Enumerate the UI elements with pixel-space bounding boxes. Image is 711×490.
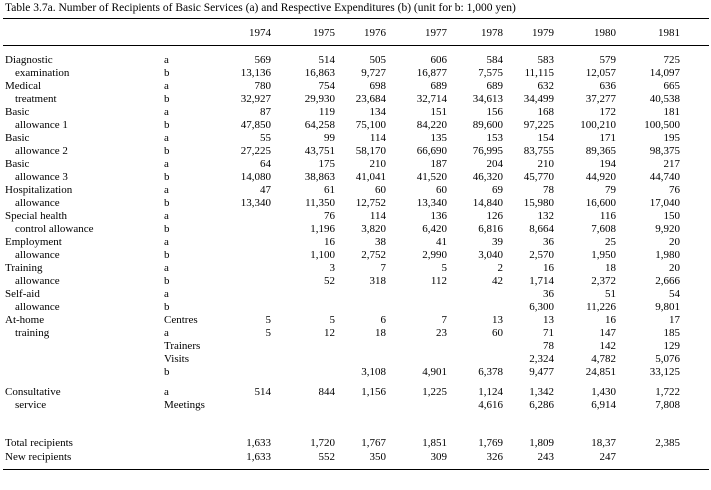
cell-value: 243 [537, 451, 554, 463]
cell-value: 4,901 [422, 366, 447, 378]
header-rule [3, 45, 709, 46]
cell-value: 247 [599, 451, 616, 463]
cell-value: 60 [492, 327, 503, 339]
cell-value: 61 [324, 184, 335, 196]
cell-value: 185 [663, 327, 680, 339]
cell-value: 154 [537, 132, 554, 144]
row-label: allowance 2 [15, 145, 68, 157]
cell-value: 89,600 [472, 119, 503, 131]
cell-value: 11,226 [586, 301, 616, 313]
cell-value: 579 [599, 54, 616, 66]
cell-value: 7 [380, 262, 386, 274]
cell-value: 71 [543, 327, 554, 339]
cell-value: 6,420 [422, 223, 447, 235]
cell-value: 36 [543, 236, 554, 248]
year-header: 1979 [532, 27, 554, 39]
cell-value: 58,170 [355, 145, 386, 157]
cell-value: 60 [375, 184, 386, 196]
cell-value: 514 [318, 54, 335, 66]
row-label: Basic [5, 158, 30, 170]
table-row [0, 340, 711, 353]
cell-value: 1,225 [422, 386, 447, 398]
cell-value: 754 [318, 80, 335, 92]
table-row [0, 145, 711, 158]
cell-value: 100,210 [580, 119, 616, 131]
cell-value: 6,914 [591, 399, 616, 411]
cell-value: 34,613 [472, 93, 503, 105]
cell-value: 171 [599, 132, 616, 144]
row-sublabel: b [164, 171, 170, 183]
cell-value: 9,727 [361, 67, 386, 79]
cell-value: 153 [486, 132, 503, 144]
cell-value: 34,499 [523, 93, 554, 105]
cell-value: 2,752 [361, 249, 386, 261]
cell-value: 1,950 [591, 249, 616, 261]
cell-value: 41,520 [416, 171, 447, 183]
row-sublabel: b [164, 223, 170, 235]
row-sublabel: Visits [164, 353, 190, 365]
cell-value: 1,124 [478, 386, 503, 398]
cell-value: 1,851 [422, 437, 447, 449]
year-header: 1981 [658, 27, 680, 39]
cell-value: 6,378 [478, 366, 503, 378]
row-sublabel: a [164, 184, 169, 196]
cell-value: 76,995 [472, 145, 503, 157]
cell-value: 24,851 [585, 366, 616, 378]
cell-value: 3,820 [361, 223, 386, 235]
bottom-rule [3, 469, 709, 470]
table-row [0, 451, 711, 464]
cell-value: 38 [375, 236, 386, 248]
table-row [0, 366, 711, 379]
table-row [0, 353, 711, 366]
table-row [0, 399, 711, 412]
cell-value: 1,769 [478, 437, 503, 449]
cell-value: 318 [369, 275, 386, 287]
cell-value: 689 [430, 80, 447, 92]
cell-value: 89,365 [585, 145, 616, 157]
table-row [0, 327, 711, 340]
cell-value: 25 [605, 236, 616, 248]
cell-value: 13 [492, 314, 503, 326]
cell-value: 1,809 [529, 437, 554, 449]
cell-value: 16 [605, 314, 616, 326]
cell-value: 38,863 [304, 171, 335, 183]
cell-value: 9,801 [655, 301, 680, 313]
cell-value: 1,430 [591, 386, 616, 398]
cell-value: 66,690 [416, 145, 447, 157]
cell-value: 665 [663, 80, 680, 92]
cell-value: 40,538 [649, 93, 680, 105]
row-sublabel: b [164, 275, 170, 287]
row-label: allowance [15, 197, 60, 209]
cell-value: 12,057 [585, 67, 616, 79]
row-label: service [15, 399, 47, 411]
year-header: 1977 [425, 27, 447, 39]
cell-value: 326 [486, 451, 503, 463]
cell-value: 84,220 [416, 119, 447, 131]
cell-value: 51 [605, 288, 616, 300]
row-sublabel: b [164, 301, 170, 313]
year-header: 1980 [594, 27, 616, 39]
cell-value: 3,108 [361, 366, 386, 378]
cell-value: 16,600 [585, 197, 616, 209]
row-label: Hospitalization [5, 184, 73, 196]
row-label: Self-aid [5, 288, 40, 300]
cell-value: 780 [254, 80, 271, 92]
cell-value: 8,664 [529, 223, 554, 235]
cell-value: 87 [260, 106, 271, 118]
cell-value: 6,300 [529, 301, 554, 313]
row-label: Diagnostic [5, 54, 53, 66]
cell-value: 181 [663, 106, 680, 118]
cell-value: 6,286 [529, 399, 554, 411]
cell-value: 569 [254, 54, 271, 66]
header-row [0, 27, 711, 40]
cell-value: 135 [430, 132, 447, 144]
row-label: Medical [5, 80, 42, 92]
cell-value: 2,666 [655, 275, 680, 287]
cell-value: 98,375 [649, 145, 680, 157]
cell-value: 12,752 [355, 197, 386, 209]
cell-value: 175 [318, 158, 335, 170]
cell-value: 132 [537, 210, 554, 222]
cell-value: 14,097 [649, 67, 680, 79]
table-row [0, 184, 711, 197]
cell-value: 119 [318, 106, 335, 118]
row-sublabel: a [164, 288, 169, 300]
cell-value: 29,930 [304, 93, 335, 105]
cell-value: 3,040 [478, 249, 503, 261]
cell-value: 1,767 [361, 437, 386, 449]
cell-value: 47 [260, 184, 271, 196]
cell-value: 17,040 [649, 197, 680, 209]
row-sublabel: Centres [164, 314, 198, 326]
cell-value: 16,863 [304, 67, 335, 79]
cell-value: 210 [537, 158, 554, 170]
row-label: allowance 1 [15, 119, 68, 131]
cell-value: 126 [486, 210, 503, 222]
cell-value: 4,616 [478, 399, 503, 411]
cell-value: 78 [543, 340, 554, 352]
top-rule [3, 18, 709, 19]
year-header: 1976 [364, 27, 386, 39]
cell-value: 97,225 [523, 119, 554, 131]
cell-value: 1,156 [361, 386, 386, 398]
cell-value: 698 [369, 80, 386, 92]
table-row [0, 314, 711, 327]
table-row [0, 119, 711, 132]
row-sublabel: a [164, 54, 169, 66]
cell-value: 606 [430, 54, 447, 66]
cell-value: 168 [537, 106, 554, 118]
cell-value: 36 [543, 288, 554, 300]
cell-value: 156 [486, 106, 503, 118]
row-label: allowance [15, 249, 60, 261]
cell-value: 11,350 [305, 197, 335, 209]
row-sublabel: a [164, 327, 169, 339]
row-label: Basic [5, 132, 30, 144]
cell-value: 2,385 [655, 437, 680, 449]
cell-value: 1,196 [310, 223, 335, 235]
row-label: New recipients [5, 451, 72, 463]
cell-value: 134 [369, 106, 386, 118]
cell-value: 583 [537, 54, 554, 66]
cell-value: 100,500 [644, 119, 680, 131]
cell-value: 116 [599, 210, 616, 222]
cell-value: 14,080 [240, 171, 271, 183]
cell-value: 75,100 [355, 119, 386, 131]
cell-value: 27,225 [240, 145, 271, 157]
cell-value: 64,258 [304, 119, 335, 131]
cell-value: 5 [441, 262, 447, 274]
cell-value: 41 [436, 236, 447, 248]
cell-value: 136 [430, 210, 447, 222]
cell-value: 52 [324, 275, 335, 287]
cell-value: 12 [324, 327, 335, 339]
row-label: Basic [5, 106, 30, 118]
cell-value: 18,37 [591, 437, 616, 449]
cell-value: 45,770 [523, 171, 554, 183]
table-row [0, 262, 711, 275]
table-row [0, 301, 711, 314]
cell-value: 20 [669, 236, 680, 248]
cell-value: 64 [260, 158, 271, 170]
cell-value: 1,980 [655, 249, 680, 261]
row-sublabel: b [164, 366, 170, 378]
cell-value: 147 [599, 327, 616, 339]
table-row [0, 437, 711, 450]
cell-value: 42 [492, 275, 503, 287]
cell-value: 23,684 [355, 93, 386, 105]
cell-value: 112 [430, 275, 447, 287]
table-row [0, 106, 711, 119]
row-label: allowance [15, 275, 60, 287]
cell-value: 3 [329, 262, 335, 274]
row-sublabel: a [164, 210, 169, 222]
cell-value: 2,570 [529, 249, 554, 261]
cell-value: 129 [663, 340, 680, 352]
row-sublabel: Meetings [164, 399, 205, 411]
cell-value: 69 [492, 184, 503, 196]
cell-value: 33,125 [649, 366, 680, 378]
row-sublabel: a [164, 132, 169, 144]
cell-value: 32,927 [240, 93, 271, 105]
cell-value: 172 [599, 106, 616, 118]
cell-value: 15,980 [523, 197, 554, 209]
cell-value: 20 [669, 262, 680, 274]
cell-value: 83,755 [523, 145, 554, 157]
cell-value: 1,342 [529, 386, 554, 398]
cell-value: 13,340 [240, 197, 271, 209]
row-sublabel: b [164, 145, 170, 157]
cell-value: 78 [543, 184, 554, 196]
row-sublabel: b [164, 197, 170, 209]
cell-value: 151 [430, 106, 447, 118]
cell-value: 204 [486, 158, 503, 170]
cell-value: 114 [369, 210, 386, 222]
row-sublabel: b [164, 119, 170, 131]
cell-value: 16 [324, 236, 335, 248]
row-label: control allowance [15, 223, 94, 235]
cell-value: 13 [543, 314, 554, 326]
cell-value: 55 [260, 132, 271, 144]
table-row [0, 249, 711, 262]
cell-value: 47,850 [240, 119, 271, 131]
cell-value: 514 [254, 386, 271, 398]
row-label: treatment [15, 93, 57, 105]
cell-value: 350 [369, 451, 386, 463]
table-row [0, 223, 711, 236]
row-label: allowance [15, 301, 60, 313]
cell-value: 2,372 [591, 275, 616, 287]
table-row [0, 132, 711, 145]
cell-value: 1,714 [529, 275, 554, 287]
cell-value: 6,816 [478, 223, 503, 235]
cell-value: 150 [663, 210, 680, 222]
cell-value: 76 [324, 210, 335, 222]
cell-value: 2,324 [529, 353, 554, 365]
cell-value: 39 [492, 236, 503, 248]
cell-value: 632 [537, 80, 554, 92]
cell-value: 99 [324, 132, 335, 144]
cell-value: 44,740 [649, 171, 680, 183]
row-label: At-home [5, 314, 45, 326]
cell-value: 1,722 [655, 386, 680, 398]
cell-value: 41,041 [355, 171, 386, 183]
cell-value: 9,477 [529, 366, 554, 378]
cell-value: 689 [486, 80, 503, 92]
cell-value: 44,920 [585, 171, 616, 183]
table-row [0, 288, 711, 301]
cell-value: 9,920 [655, 223, 680, 235]
row-label: Consultative [5, 386, 61, 398]
cell-value: 17 [669, 314, 680, 326]
cell-value: 16 [543, 262, 554, 274]
table-row [0, 67, 711, 80]
row-sublabel: a [164, 262, 169, 274]
table-row [0, 275, 711, 288]
table-row [0, 80, 711, 93]
cell-value: 37,277 [585, 93, 616, 105]
row-label: Training [5, 262, 43, 274]
cell-value: 11,115 [524, 67, 554, 79]
cell-value: 194 [599, 158, 616, 170]
cell-value: 13,340 [416, 197, 447, 209]
table-row [0, 197, 711, 210]
cell-value: 54 [669, 288, 680, 300]
cell-value: 5 [265, 314, 271, 326]
cell-value: 18 [605, 262, 616, 274]
row-sublabel: a [164, 158, 169, 170]
row-label: Total recipients [5, 437, 73, 449]
cell-value: 18 [375, 327, 386, 339]
table-row [0, 236, 711, 249]
row-label: examination [15, 67, 70, 79]
cell-value: 7 [441, 314, 447, 326]
cell-value: 4,782 [591, 353, 616, 365]
row-sublabel: b [164, 67, 170, 79]
row-label: Employment [5, 236, 62, 248]
table-row [0, 158, 711, 171]
cell-value: 6 [380, 314, 386, 326]
row-label: allowance 3 [15, 171, 68, 183]
row-sublabel: a [164, 106, 169, 118]
cell-value: 14,840 [472, 197, 503, 209]
cell-value: 844 [318, 386, 335, 398]
cell-value: 13,136 [240, 67, 271, 79]
table-row [0, 210, 711, 223]
cell-value: 43,751 [304, 145, 335, 157]
cell-value: 7,608 [591, 223, 616, 235]
cell-value: 114 [369, 132, 386, 144]
cell-value: 60 [436, 184, 447, 196]
row-label: training [15, 327, 50, 339]
cell-value: 584 [486, 54, 503, 66]
cell-value: 725 [663, 54, 680, 66]
row-sublabel: b [164, 249, 170, 261]
cell-value: 32,714 [416, 93, 447, 105]
table-row [0, 54, 711, 67]
cell-value: 1,100 [310, 249, 335, 261]
table-title: Table 3.7a. Number of Recipients of Basic Services (a) and Respective Expenditures (b) (unit for b: 1,000 yen) [5, 2, 516, 14]
row-sublabel: b [164, 93, 170, 105]
cell-value: 5 [265, 327, 271, 339]
cell-value: 552 [318, 451, 335, 463]
cell-value: 1,720 [310, 437, 335, 449]
cell-value: 79 [605, 184, 616, 196]
cell-value: 1,633 [246, 437, 271, 449]
cell-value: 7,808 [655, 399, 680, 411]
cell-value: 2 [497, 262, 503, 274]
table-row [0, 171, 711, 184]
cell-value: 5 [329, 314, 335, 326]
cell-value: 46,320 [472, 171, 503, 183]
cell-value: 1,633 [246, 451, 271, 463]
cell-value: 195 [663, 132, 680, 144]
year-header: 1978 [481, 27, 503, 39]
cell-value: 636 [599, 80, 616, 92]
cell-value: 142 [599, 340, 616, 352]
cell-value: 210 [369, 158, 386, 170]
cell-value: 2,990 [422, 249, 447, 261]
row-sublabel: a [164, 386, 169, 398]
table-row [0, 386, 711, 399]
row-sublabel: a [164, 80, 169, 92]
cell-value: 187 [430, 158, 447, 170]
cell-value: 505 [369, 54, 386, 66]
cell-value: 217 [663, 158, 680, 170]
row-sublabel: Trainers [164, 340, 201, 352]
cell-value: 16,877 [416, 67, 447, 79]
cell-value: 23 [436, 327, 447, 339]
row-label: Special health [5, 210, 68, 222]
cell-value: 5,076 [655, 353, 680, 365]
year-header: 1974 [249, 27, 271, 39]
row-sublabel: a [164, 236, 169, 248]
table-row [0, 93, 711, 106]
year-header: 1975 [313, 27, 335, 39]
cell-value: 7,575 [478, 67, 503, 79]
cell-value: 309 [430, 451, 447, 463]
cell-value: 76 [669, 184, 680, 196]
